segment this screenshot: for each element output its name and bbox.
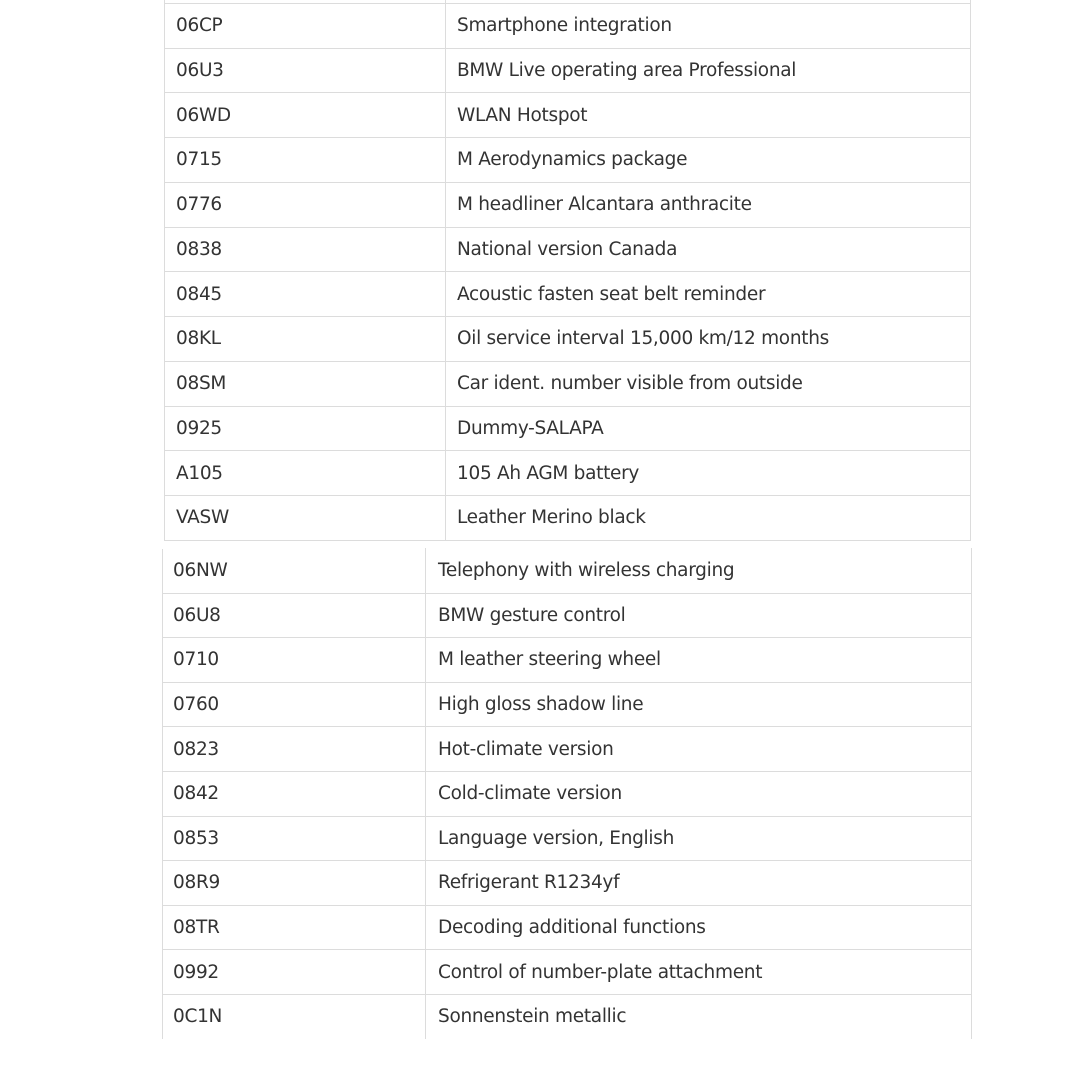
option-description-cell: Cold-climate version — [426, 771, 972, 816]
option-description-cell: Language version, English — [426, 816, 972, 861]
option-description-cell: Decoding additional functions — [426, 905, 972, 950]
option-code-cell: A105 — [165, 451, 446, 496]
table-row — [163, 861, 972, 906]
option-code-cell: 06NW — [163, 549, 426, 594]
option-code-cell: 08R9 — [163, 861, 426, 906]
table-row — [163, 682, 972, 727]
option-code-cell: 06U8 — [163, 593, 426, 638]
option-description-cell: M leather steering wheel — [426, 638, 972, 683]
option-description-cell: 105 Ah AGM battery — [446, 451, 971, 496]
option-description-cell: Telephony with wireless charging — [426, 549, 972, 594]
option-code-cell: 0776 — [165, 182, 446, 227]
option-description-cell: National version Canada — [446, 227, 971, 272]
option-description-cell: High gloss shadow line — [426, 682, 972, 727]
option-description-cell: Acoustic fasten seat belt reminder — [446, 272, 971, 317]
option-description-cell: M headliner Alcantara anthracite — [446, 182, 971, 227]
option-code-cell: 0710 — [163, 638, 426, 683]
table-row — [165, 48, 971, 93]
option-code-cell: 06WD — [165, 93, 446, 138]
option-code-cell: 08SM — [165, 361, 446, 406]
option-description-cell: Control of number-plate attachment — [426, 950, 972, 995]
table-row — [165, 3, 971, 48]
option-description-cell: BMW Live operating area Professional — [446, 48, 971, 93]
option-description-cell: BMW gesture control — [426, 593, 972, 638]
option-description-cell: Hot-climate version — [426, 727, 972, 772]
option-code-cell: VASW — [165, 496, 446, 541]
option-code-cell: 08TR — [163, 905, 426, 950]
option-description-cell: Leather Merino black — [446, 496, 971, 541]
option-code-table-bottom — [162, 548, 972, 1040]
option-code-table-top — [164, 0, 971, 541]
option-description-cell: Sonnenstein metallic — [426, 994, 972, 1039]
option-description-cell: Dummy-SALAPA — [446, 406, 971, 451]
option-description-cell: Refrigerant R1234yf — [426, 861, 972, 906]
option-code-cell: 08KL — [165, 317, 446, 362]
option-code-cell: 0925 — [165, 406, 446, 451]
table-row — [163, 771, 972, 816]
option-code-cell: 0823 — [163, 727, 426, 772]
table-row — [165, 182, 971, 227]
option-description-cell: Car ident. number visible from outside — [446, 361, 971, 406]
table-row — [163, 950, 972, 995]
table-row — [165, 406, 971, 451]
option-description-cell: Oil service interval 15,000 km/12 months — [446, 317, 971, 362]
table-row — [165, 227, 971, 272]
table-row — [163, 638, 972, 683]
table-row — [165, 361, 971, 406]
option-code-cell: 0760 — [163, 682, 426, 727]
table-row — [165, 317, 971, 362]
table-row — [163, 816, 972, 861]
option-code-cell: 0845 — [165, 272, 446, 317]
table-row — [163, 994, 972, 1039]
option-code-cell: 0C1N — [163, 994, 426, 1039]
option-code-cell: 0715 — [165, 138, 446, 183]
table-row — [165, 93, 971, 138]
table-row — [163, 549, 972, 594]
option-description-cell: WLAN Hotspot — [446, 93, 971, 138]
table-row — [163, 727, 972, 772]
option-code-cell: 0853 — [163, 816, 426, 861]
table-row — [165, 138, 971, 183]
option-code-cell: 0992 — [163, 950, 426, 995]
table-row — [165, 451, 971, 496]
option-code-cell: 06CP — [165, 3, 446, 48]
table-row — [163, 593, 972, 638]
option-code-cell: 0842 — [163, 771, 426, 816]
option-code-cell: 0838 — [165, 227, 446, 272]
option-description-cell: M Aerodynamics package — [446, 138, 971, 183]
option-description-cell: Smartphone integration — [446, 3, 971, 48]
table-row — [165, 272, 971, 317]
table-row — [165, 496, 971, 541]
table-row — [163, 905, 972, 950]
option-code-cell: 06U3 — [165, 48, 446, 93]
